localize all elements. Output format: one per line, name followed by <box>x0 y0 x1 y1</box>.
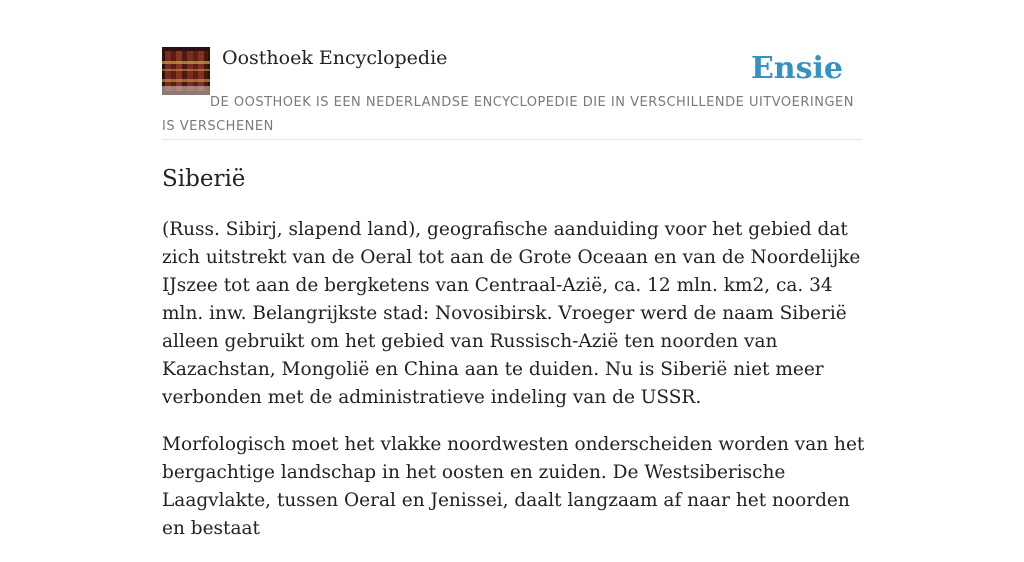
article-body <box>162 216 868 562</box>
brand-logo[interactable]: Ensie <box>750 51 843 86</box>
article-paragraph: Morfologisch moet het vlakke noordwesten onderscheiden worden van het bergachtige landschap in het oosten en zuiden. De Westsiberische Laagvlakte, tussen Oeral en Jenissei, daalt langzaam af naar het noorden en bestaat <box>162 434 865 539</box>
article-paragraph: (Russ. Sibirj, slapend land), geografische aanduiding voor het gebied dat zich uitstrekt van de Oeral tot aan de Grote Oceaan en van de Noordelijke IJszee tot aan de bergketens van Centraal-Azië, ca. 12 mln. km2, ca. 34 mln. inw. Belangrijkste stad: Novosibirsk. Vroeger werd de naam Siberië alleen gebruikt om het gebied van Russisch-Azië ten noorden van Kazachstan, Mongolië en China aan te duiden. Nu is Siberië niet meer verbonden met de administratieve indeling van de USSR. <box>162 219 861 408</box>
header-divider <box>162 139 862 140</box>
site-tagline: DE OOSTHOEK IS EEN NEDERLANDSE ENCYCLOPEDIE DIE IN VERSCHILLENDE UITVOERINGEN IS VERSCHENEN <box>162 95 854 134</box>
page-title: Siberië <box>162 166 246 192</box>
bookshelf-avatar-icon[interactable] <box>162 47 210 95</box>
site-title[interactable]: Oosthoek Encyclopedie <box>222 47 448 69</box>
